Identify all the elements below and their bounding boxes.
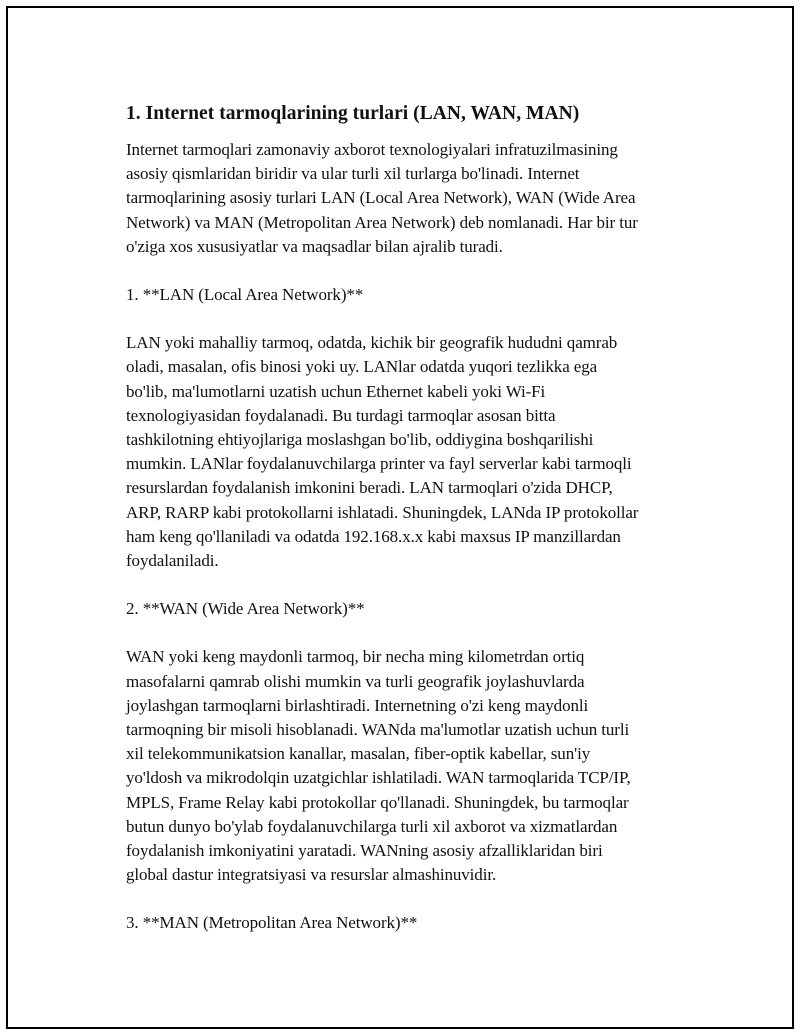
text-line: resurslardan foydalanish imkonini beradi. LAN tarmoqlari o'zida DHCP, bbox=[126, 478, 613, 498]
text-line: tashkilotning ehtiyojlariga moslashgan bo'lib, oddiygina boshqarilishi bbox=[126, 430, 594, 450]
text-line: joylashgan tarmoqlarni birlashtiradi. Internetning o'zi keng maydonli bbox=[126, 695, 589, 715]
spacer bbox=[126, 621, 706, 645]
text-line: global dastur integratsiyasi va resurslar almashinuvidir. bbox=[126, 865, 497, 885]
wan-heading: 2. **WAN (Wide Area Network)** bbox=[126, 599, 365, 619]
spacer bbox=[126, 307, 706, 331]
text-line: texnologiyasidan foydalanadi. Bu turdagi tarmoqlar asosan bitta bbox=[126, 405, 556, 425]
wan-paragraph bbox=[126, 645, 706, 887]
spacer bbox=[126, 128, 706, 138]
text-line: butun dunyo bo'ylab foydalanuvchilarga turli xil axborot va xizmatlardan bbox=[126, 816, 618, 836]
text-line: ARP, RARP kabi protokollarni ishlatadi. Shuningdek, LANda IP protokollar bbox=[126, 502, 639, 522]
lan-heading: 1. **LAN (Local Area Network)** bbox=[126, 285, 364, 305]
spacer bbox=[126, 259, 706, 283]
text-line: Network) va MAN (Metropolitan Area Network) deb nomlanadi. Har bir tur bbox=[126, 212, 638, 232]
text-line: tarmoqning bir misoli hisoblanadi. WANda ma'lumotlar uzatish uchun turli bbox=[126, 720, 630, 740]
text-line: WAN yoki keng maydonli tarmoq, bir necha ming kilometrdan ortiq bbox=[126, 647, 585, 667]
text-line: mumkin. LANlar foydalanuvchilarga printer va fayl serverlar kabi tarmoqli bbox=[126, 454, 632, 474]
text-line: foydalanish imkoniyatini yaratadi. WANning asosiy afzalliklaridan biri bbox=[126, 841, 603, 861]
intro-paragraph bbox=[126, 138, 706, 259]
text-line: Internet tarmoqlari zamonaviy axborot texnologiyalari infratuzilmasining bbox=[126, 140, 618, 159]
text-line: bo'lib, ma'lumotlarni uzatish uchun Ethernet kabeli yoki Wi-Fi bbox=[126, 381, 546, 401]
text-line: foydalaniladi. bbox=[126, 551, 219, 571]
spacer bbox=[126, 573, 706, 597]
man-heading: 3. **MAN (Metropolitan Area Network)** bbox=[126, 913, 418, 933]
text-line: o'ziga xos xususiyatlar va maqsadlar bilan ajralib turadi. bbox=[126, 236, 503, 256]
text-line: asosiy qismlaridan biridir va ular turli xil turlarga bo'linadi. Internet bbox=[126, 164, 580, 184]
page-frame bbox=[6, 6, 794, 1029]
document-title: 1. Internet tarmoqlarining turlari (LAN, WAN, MAN) bbox=[126, 103, 580, 124]
lan-paragraph bbox=[126, 331, 706, 573]
text-line: oladi, masalan, ofis binosi yoki uy. LANlar odatda yuqori tezlikka ega bbox=[126, 357, 598, 377]
text-line: yo'ldosh va mikrodolqin uzatgichlar ishlatiladi. WAN tarmoqlarida TCP/IP, bbox=[126, 768, 631, 788]
text-line: tarmoqlarining asosiy turlari LAN (Local Area Network), WAN (Wide Area bbox=[126, 188, 636, 208]
text-line: xil telekommunikatsion kanallar, masalan, fiber-optik kabellar, sun'iy bbox=[126, 744, 591, 764]
text-line: masofalarni qamrab olishi mumkin va turli geografik joylashuvlarda bbox=[126, 671, 585, 691]
text-line: MPLS, Frame Relay kabi protokollar qo'llanadi. Shuningdek, bu tarmoqlar bbox=[126, 792, 629, 812]
spacer bbox=[126, 887, 706, 911]
text-line: ham keng qo'llaniladi va odatda 192.168.x.x kabi maxsus IP manzillardan bbox=[126, 526, 621, 546]
text-line: LAN yoki mahalliy tarmoq, odatda, kichik bir geografik hududni qamrab bbox=[126, 333, 618, 353]
document-body bbox=[126, 100, 706, 936]
